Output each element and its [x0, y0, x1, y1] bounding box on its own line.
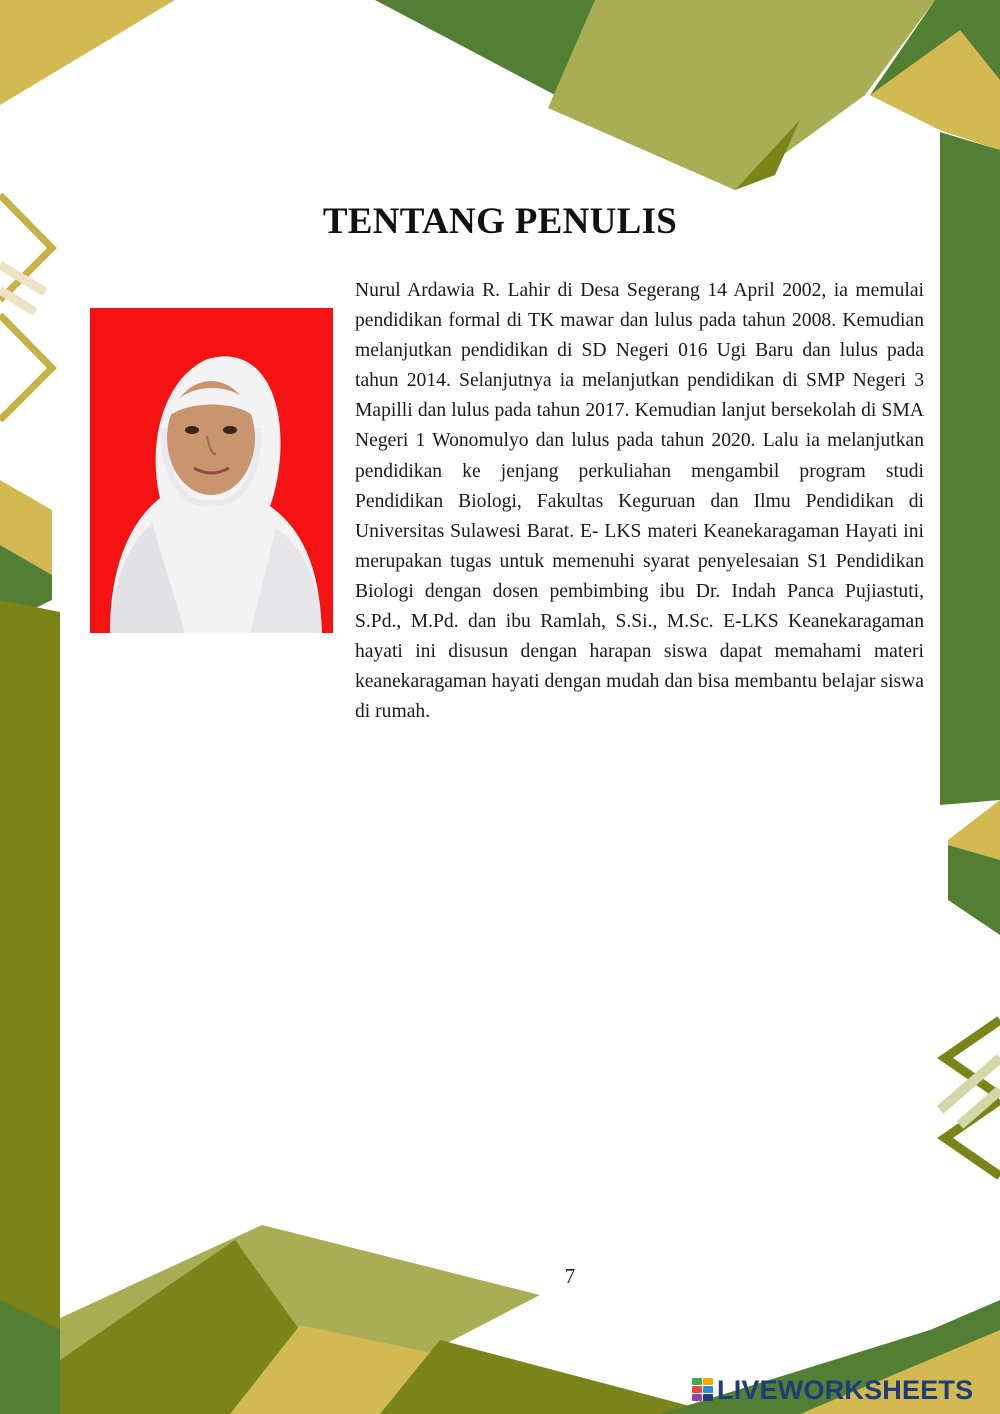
liveworksheets-brand[interactable]	[692, 1374, 973, 1406]
page-number: 7	[564, 1264, 576, 1288]
brand-label: LIVEWORKSHEETS	[717, 1374, 974, 1405]
author-photo	[90, 308, 333, 633]
page-title: TENTANG PENULIS	[322, 201, 678, 242]
right-green-strip-lower	[948, 845, 1000, 935]
author-biography: Nurul Ardawia R. Lahir di Desa Segerang 14 April 2002, ia memulai pendidikan formal di TK mawar dan lulus pada tahun 2008. Kemudian melanjutkan pendidikan di SD Negeri 016 Ugi Baru dan lulus pada tahun 2014. Selanjutnya ia melanjutkan pendidikan di SMP Negeri 3 Mapilli dan lulus pada tahun 2017. Kemudian lanjut bersekolah di SMA Negeri 1 Wonomulyo dan lulus pada tahun 2020. Lalu ia melanjutkan pendidikan ke jenjang perkuliahan mengambil program studi Pendidikan Biologi, Fakultas Keguruan dan Ilmu Pendidikan di Universitas Sulawesi Barat. E- LKS materi Keanekaragaman Hayati ini merupakan tugas untuk memenuhi syarat penyelesaian S1 Pendidikan Biologi dengan dosen pembimbing ibu Dr. Indah Panca Pujiastuti, S.Pd., M.Pd. dan ibu Ramlah, S.Si., M.Sc. E-LKS Keanekaragaman hayati ini disusun dengan harapan siswa dapat memahami materi keanekaragaman hayati dengan mudah dan bisa membantu belajar siswa di rumah.	[355, 280, 924, 723]
liveworksheets-logo-icon	[692, 1378, 714, 1402]
author-portrait-icon	[90, 308, 333, 633]
top-left-gold-shape	[0, 0, 175, 105]
right-chevrons	[940, 1020, 1000, 1176]
left-olive-strip	[0, 600, 60, 1414]
